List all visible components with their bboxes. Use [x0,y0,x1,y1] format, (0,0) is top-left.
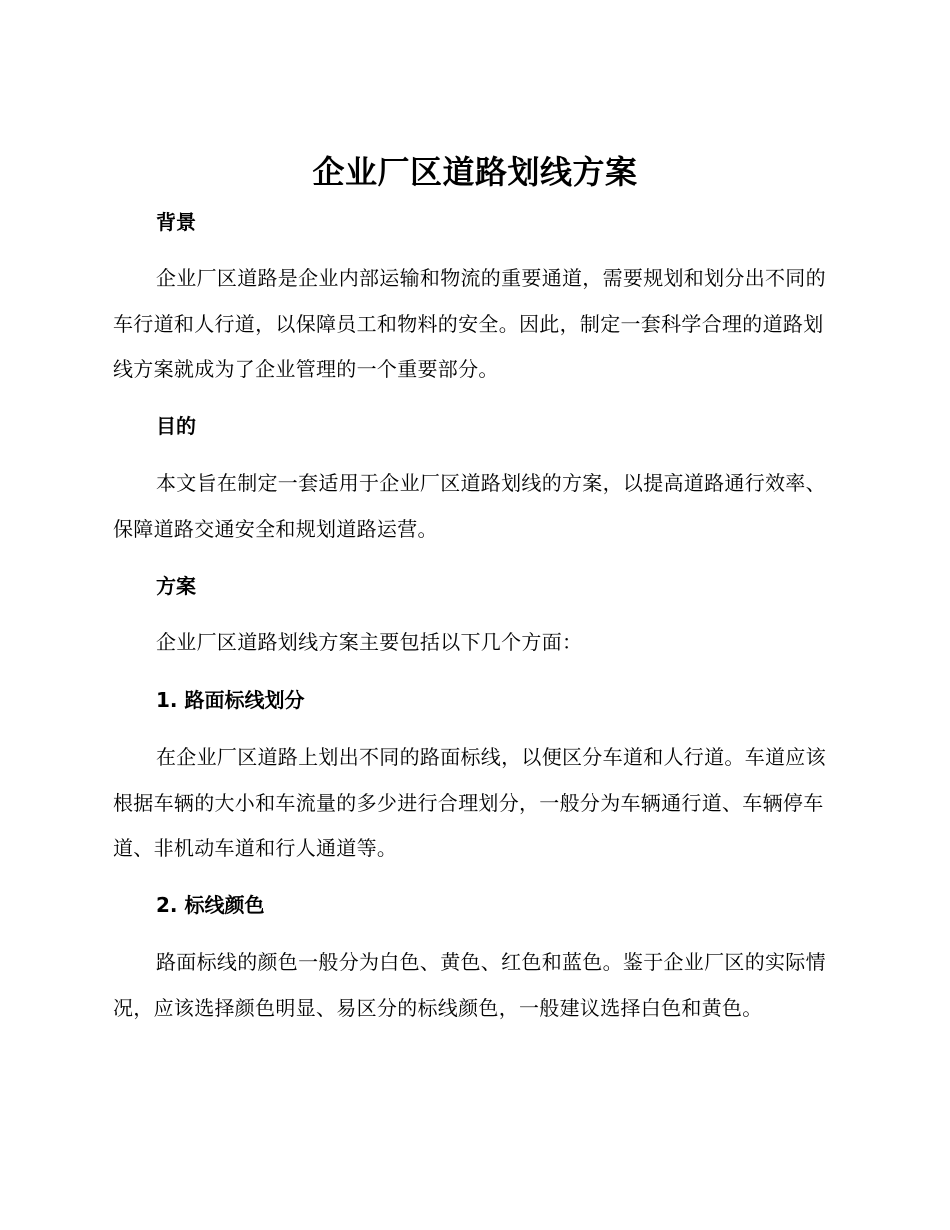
section-paragraph-background: 企业厂区道路是企业内部运输和物流的重要通道，需要规划和划分出不同的车行道和人行道，以保障员工和物料的安全。因此，制定一套科学合理的道路划线方案就成为了企业管理的一个重要部分。 [113,266,826,381]
section-paragraph-purpose: 本文旨在制定一套适用于企业厂区道路划线的方案，以提高道路通行效率、保障道路交通安全和规划道路运营。 [113,471,826,541]
section-heading-background: 背景 [156,210,196,234]
section-paragraph-marking-color: 路面标线的颜色一般分为白色、黄色、红色和蓝色。鉴于企业厂区的实际情况，应该选择颜色明显、易区分的标线颜色，一般建议选择白色和黄色。 [113,950,826,1020]
section-paragraph-plan: 企业厂区道路划线方案主要包括以下几个方面： [156,630,583,654]
section-heading-plan: 方案 [156,574,196,598]
section-heading-purpose: 目的 [156,414,196,438]
section-heading-marking-color: 2. 标线颜色 [156,893,265,917]
section-paragraph-marking-division: 在企业厂区道路上划出不同的路面标线，以便区分车道和人行道。车道应该根据车辆的大小和车流量的多少进行合理划分，一般分为车辆通行道、车辆停车道、非机动车道和行人通道等。 [113,745,826,860]
document-title: 企业厂区道路划线方案 [312,153,638,191]
section-heading-marking-division: 1. 路面标线划分 [156,688,305,712]
